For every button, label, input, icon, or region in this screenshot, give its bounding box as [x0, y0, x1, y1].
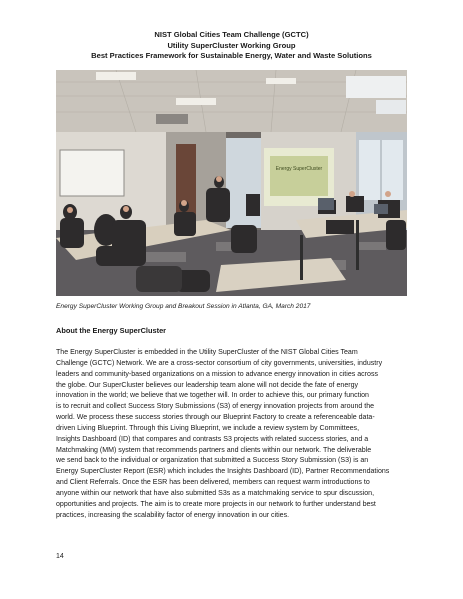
- paragraph-line: innovation in the world; we believe that we together will. In order to achieve this, our primary function: [56, 392, 369, 400]
- section-title: About the Energy SuperCluster: [56, 326, 167, 335]
- header-subtitle: Utility SuperCluster Working Group: [167, 40, 296, 50]
- paragraph-line: Insights Dashboard (ID) that compares and contrasts S3 projects with related success stories, and a: [56, 435, 369, 443]
- header-framework-title: Best Practices Framework for Sustainable Energy, Water and Waste Solutions: [91, 51, 372, 61]
- paragraph-line: practices, increasing the scalability factor of energy innovation in our cities.: [56, 511, 290, 519]
- page-number: 14: [56, 553, 64, 560]
- paragraph-line: Matchmaking (MM) system that recommends partners and clients within our network. The deliverable: [56, 446, 372, 454]
- paragraph-line: Challenge (GCTC) Network. We are a cross-sector consortium of city governments, universities, industry: [56, 359, 383, 367]
- paragraph-line: driven Living Blueprint. Through this Living Blueprint, we include a review system by Committees,: [56, 424, 360, 432]
- paragraph-line: is to recruit and collect Success Story Submissions (S3) of energy innovation projects from around the: [56, 403, 375, 411]
- paragraph-line: opportunities and projects. The aim is to create more projects in our network to further understand best: [56, 500, 376, 508]
- document-header: [0, 30, 463, 62]
- paragraph-line: we send back to the individual or organization that submitted a Success Story Submission (S3) is an: [56, 457, 369, 465]
- paragraph-line: Energy SuperCluster Report (ESR) which includes the Insights Dashboard (ID), Partner Recommendations: [56, 468, 390, 476]
- meeting-photo: [56, 70, 407, 296]
- paragraph-line: the globe. Our SuperCluster believes our leadership team alone will not decide the fate of energy: [56, 381, 359, 389]
- about-paragraph: [56, 348, 414, 522]
- paragraph-line: The Energy SuperCluster is embedded in the Utility SuperCluster of the NIST Global Cities Team: [56, 349, 358, 356]
- paragraph-line: world. We process these success stories through our Blueprint Factory to create a referenceable data-: [56, 414, 375, 422]
- header-title: NIST Global Cities Team Challenge (GCTC): [154, 30, 309, 39]
- paragraph-line: leaders and community-based organizations on a mission to advance energy innovation in cities across: [56, 370, 378, 378]
- paragraph-line: and Client Referrals. Once the ESR has been delivered, members can request warm introductions to: [56, 479, 370, 487]
- paragraph-line: anyone within our network that have also submitted S3s as a matchmaking service to spur discussion,: [56, 489, 375, 497]
- screen-text: Energy SuperCluster: [275, 166, 323, 172]
- photo-caption: Energy SuperCluster Working Group and Breakout Session in Atlanta, GA, March 2017: [56, 303, 311, 310]
